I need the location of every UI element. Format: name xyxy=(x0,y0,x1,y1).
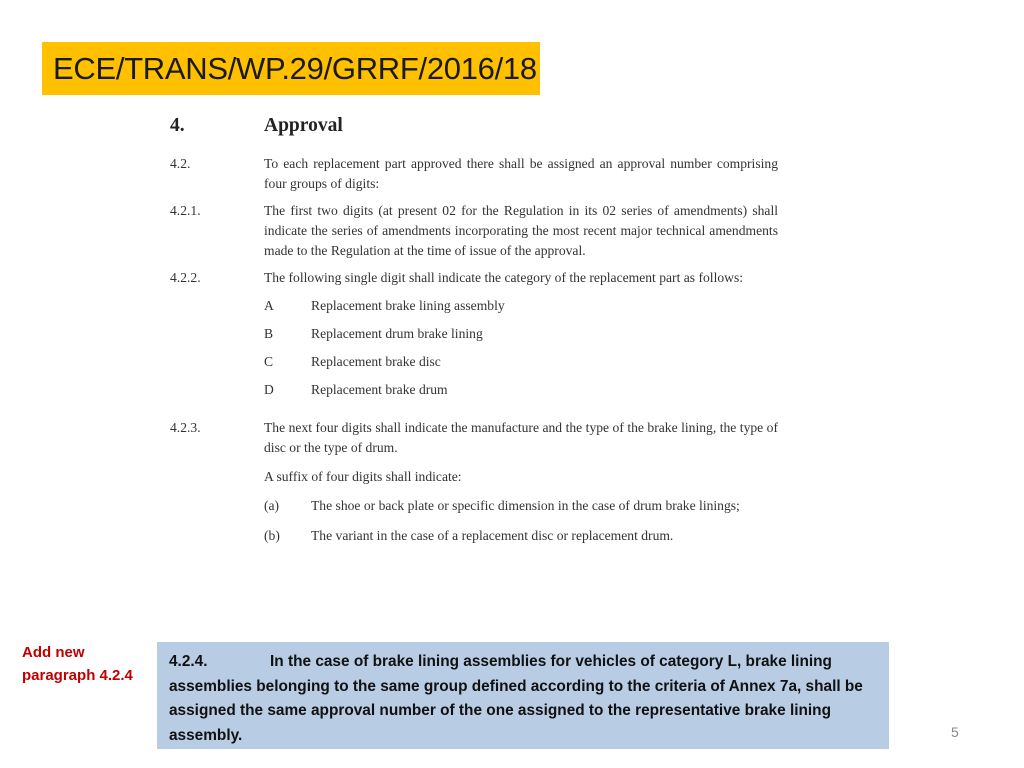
category-text: Replacement brake lining assembly xyxy=(311,298,505,313)
paragraph-text: The next four digits shall indicate the manufacture and the type of the brake lining, the type of disc or the type of drum. xyxy=(264,420,778,455)
suffix-text: The variant in the case of a replacement disc or replacement drum. xyxy=(311,528,674,543)
suffix-item xyxy=(264,496,778,516)
document-reference-banner xyxy=(42,42,540,95)
suffix-letter: (a) xyxy=(264,498,280,513)
paragraph-4-2-1 xyxy=(170,201,778,261)
suffix-intro-text: A suffix of four digits shall indicate: xyxy=(264,469,462,484)
paragraph-4-2-2 xyxy=(170,268,778,288)
paragraph-text: The first two digits (at present 02 for the Regulation in its 02 series of amendments) shall indicate the series of amendments incorporating the most recent major technical amendments made to the Regulation at the time of issue of the approval. xyxy=(264,203,778,258)
paragraph-4-2-3 xyxy=(170,418,778,458)
category-letter: B xyxy=(264,326,274,341)
paragraph-number: 4.2.3. xyxy=(170,420,201,435)
category-letter: A xyxy=(264,298,274,313)
category-text: Replacement brake drum xyxy=(311,382,448,397)
paragraph-number: 4.2.2. xyxy=(170,270,201,285)
paragraph-text: To each replacement part approved there shall be assigned an approval number comprising four groups of digits: xyxy=(264,156,778,191)
suffix-letter: (b) xyxy=(264,528,280,543)
category-letter: D xyxy=(264,382,274,397)
section-number: 4. xyxy=(170,115,185,136)
new-paragraph-text: In the case of brake lining assemblies for vehicles of category L, brake lining assemblies belonging to the same group defined according to the criteria of Annex 7a, shall be assigned the same approval number of the one assigned to the representative brake lining assembly. xyxy=(169,653,863,744)
add-paragraph-annotation: Add new paragraph 4.2.4 xyxy=(22,644,133,684)
regulation-excerpt xyxy=(170,116,778,546)
category-item xyxy=(264,324,778,344)
category-item xyxy=(264,296,778,316)
suffix-intro xyxy=(264,467,778,487)
paragraph-4-2 xyxy=(170,154,778,194)
new-paragraph-box xyxy=(157,642,889,749)
category-letter: C xyxy=(264,354,274,369)
category-text: Replacement brake disc xyxy=(311,354,441,369)
paragraph-number: 4.2. xyxy=(170,156,191,171)
category-item xyxy=(264,380,778,400)
section-heading xyxy=(170,116,778,136)
page-number: 5 xyxy=(951,724,959,740)
category-text: Replacement drum brake lining xyxy=(311,326,483,341)
suffix-item xyxy=(264,526,778,546)
category-item xyxy=(264,352,778,372)
suffix-text: The shoe or back plate or specific dimension in the case of drum brake linings; xyxy=(311,498,740,513)
new-paragraph-number: 4.2.4. xyxy=(169,653,208,670)
paragraph-number: 4.2.1. xyxy=(170,203,201,218)
paragraph-text: The following single digit shall indicate the category of the replacement part as follows: xyxy=(264,270,744,285)
document-reference-title: ECE/TRANS/WP.29/GRRF/2016/18 xyxy=(53,50,537,86)
section-title: Approval xyxy=(264,115,343,136)
